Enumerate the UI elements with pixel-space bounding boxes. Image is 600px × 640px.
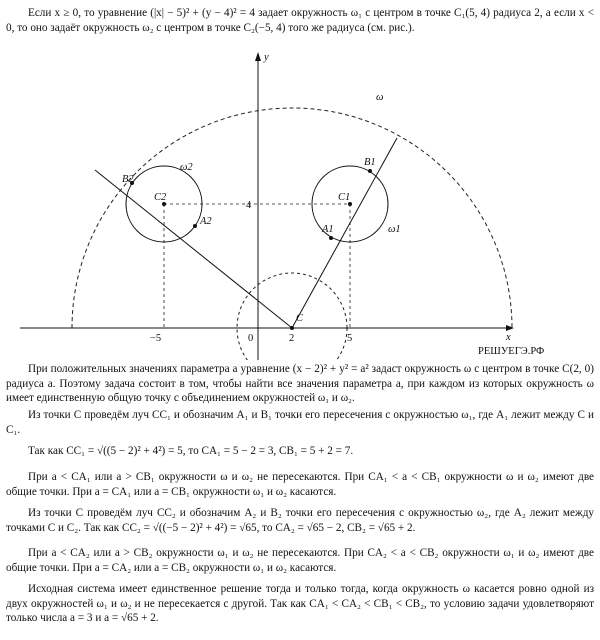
- ray-CC2: [95, 170, 292, 328]
- tick-xm5: −5: [150, 333, 162, 344]
- C2-label: C2: [154, 192, 167, 203]
- point-A1: [329, 236, 333, 240]
- x-axis-label: x: [506, 332, 511, 343]
- point-B1: [368, 169, 372, 173]
- B2-label: B2: [122, 174, 134, 185]
- small-omega-circle: [237, 273, 347, 360]
- watermark: РЕШУЕГЭ.РФ: [478, 346, 545, 357]
- paragraph-2: Из точки C проведём луч CC₁ и обозначим A₁ и B₁ точки его пересечения с окружностью ω₁, где A₁ лежит между C и C₁.: [6, 409, 594, 436]
- paragraph-3: Так как CC₁ = √((5 − 2)² + 4²) = 5, то CA₁ = 5 − 2 = 3, CB₁ = 5 + 2 = 7.: [28, 445, 354, 457]
- paragraph-7: Исходная система имеет единственное решение тогда и только тогда, когда окружность ω касается ровно одной из двух окружностей ω₁ и ω₂ и не пересекается с другой. Так как CA₁ < CA₂ < CB₁ < CB₂, то условию задачи удовлетворяют только числа a = 3 и a = √65 + 2.: [6, 583, 594, 625]
- paragraph-5: Из точки C проведём луч CC₂ и обозначим A₂ и B₂ точки его пересечения с окружностью ω₂, где A₂ лежит между точками C и C₂. Так как CC₂ = √((−5 − 2)² + 4²) = √65, то CA₂ = √65 − 2, CB₂ = √65 + 2.: [6, 507, 594, 534]
- paragraph-6: При a < CA₂ или a > CB₂ окружности ω₁ и ω₂ не пересекаются. При CA₂ < a < CB₂ окружности ω₁ и ω₂ имеют две общие точки. При a = CA₂ или a = CB₂ окружности ω₁ и ω₂ касаются.: [6, 547, 594, 574]
- omega-circle: [72, 108, 512, 328]
- paragraph-4: При a < CA₁ или a > CB₁ окружности ω и ω₂ не пересекаются. При CA₁ < a < CB₁ окружности ω и ω₂ имеют две общие точки. При a = CA₁ или a = CB₁ окружности ω₁ и ω₂ касаются.: [6, 471, 594, 498]
- intro-paragraph: Если x ≥ 0, то уравнение (|x| − 5)² + (y − 4)² = 4 задает окружность ω₁ с центром в точке C₁(5, 4) радиуса 2, а если x < 0, то оно задаёт окружность ω₂ с центром в точке C₂(−5, 4) того же радиуса (см. рис.).: [6, 7, 594, 34]
- omega1-label: ω1: [388, 224, 401, 235]
- y-axis-label: y: [264, 52, 269, 63]
- point-A2: [193, 224, 197, 228]
- tick-x2: 2: [289, 333, 295, 344]
- x-axis-arrow-icon: [506, 325, 514, 331]
- omega-label: ω: [376, 92, 384, 103]
- geometry-figure: [0, 40, 600, 360]
- omega2-label: ω2: [180, 162, 193, 173]
- tick-x5: 5: [347, 333, 353, 344]
- A2-label: A2: [200, 216, 212, 227]
- point-C: [290, 326, 294, 330]
- A1-label: A1: [322, 224, 334, 235]
- y-axis-arrow-icon: [255, 52, 261, 61]
- tick-y4: 4: [246, 200, 252, 211]
- B1-label: B1: [364, 157, 376, 168]
- tick-x0: 0: [248, 333, 254, 344]
- C1-label: C1: [338, 192, 351, 203]
- C-label: C: [296, 313, 304, 324]
- paragraph-1: При положительных значениях параметра a уравнение (x − 2)² + y² = a² задаст окружность ω с центром в точке C(2, 0) радиуса a. Поэтому задача состоит в том, чтобы найти все значения параметра a, при каждом из которых окружность ω имеет единственную общую точку с объединением окружностей ω₁ и ω₂.: [6, 363, 594, 405]
